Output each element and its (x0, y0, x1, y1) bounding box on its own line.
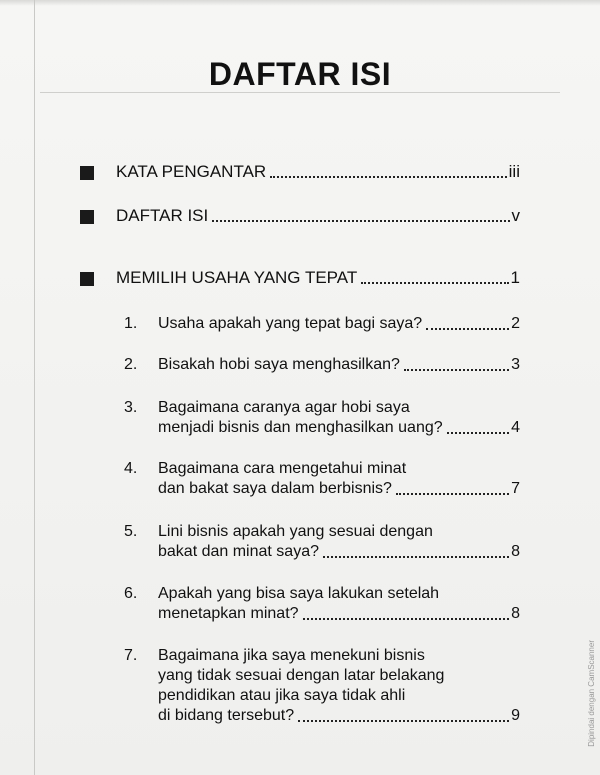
question-text-line: Bagaimana caranya agar hobi saya (158, 399, 410, 416)
toc-question-5 (124, 522, 520, 562)
leader-dots (396, 493, 509, 495)
square-bullet-icon (80, 210, 94, 224)
question-text-line: Bisakah hobi saya menghasilkan? (158, 356, 400, 373)
question-text-line: dan bakat saya dalam berbisnis? (158, 480, 392, 497)
square-bullet-icon (80, 272, 94, 286)
question-number: 1. (124, 315, 138, 332)
toc-page-number: 8 (511, 543, 520, 560)
toc-question-3 (124, 398, 520, 438)
leader-dots (303, 618, 510, 620)
toc-question-1 (124, 314, 520, 334)
leader-dots (404, 369, 509, 371)
question-text-line: Bagaimana jika saya menekuni bisnis (158, 647, 425, 664)
leader-dots (323, 556, 509, 558)
question-text-line: Lini bisnis apakah yang sesuai dengan (158, 523, 433, 540)
toc-page-number: v (511, 206, 520, 225)
leader-dots (270, 176, 506, 178)
toc-entry-text: KATA PENGANTAR (116, 162, 267, 181)
toc-page-number: 8 (511, 605, 520, 622)
toc-entry-text: DAFTAR ISI (116, 206, 209, 225)
question-number: 4. (124, 460, 138, 477)
toc-page-number: 7 (511, 480, 520, 497)
toc-page-number: 3 (511, 356, 520, 373)
leader-dots (361, 282, 508, 284)
toc-question-4 (124, 459, 520, 499)
question-text-line: pendidikan atau jika saya tidak ahli (158, 687, 406, 704)
question-number: 3. (124, 399, 138, 416)
leader-dots (212, 220, 509, 222)
leader-dots (447, 432, 509, 434)
square-bullet-icon (80, 166, 94, 180)
toc-page-number: 4 (511, 419, 520, 436)
question-number: 6. (124, 585, 138, 602)
page-top-edge (0, 0, 600, 6)
question-text-line: di bidang tersebut? (158, 707, 295, 724)
page-margin-line (34, 0, 35, 775)
toc-entry-daftar-isi (80, 206, 520, 226)
scanner-watermark: Dipindai dengan CamScanner (587, 640, 596, 747)
leader-dots (426, 328, 509, 330)
question-text-line: Bagaimana cara mengetahui minat (158, 460, 407, 477)
toc-entry-memilih-usaha (80, 268, 520, 288)
question-text-line: yang tidak sesuai dengan latar belakang (158, 667, 445, 684)
question-text-line: menjadi bisnis dan menghasilkan uang? (158, 419, 443, 436)
toc-page-number: 1 (510, 268, 520, 287)
toc-entry-text: MEMILIH USAHA YANG TEPAT (116, 268, 358, 287)
toc-page-number: 9 (511, 707, 520, 724)
question-text-line: menetapkan minat? (158, 605, 299, 622)
toc-question-7 (124, 646, 520, 726)
toc-page-number: 2 (511, 315, 520, 332)
question-text-line: Apakah yang bisa saya lakukan setelah (158, 585, 440, 602)
page-title: DAFTAR ISI (208, 56, 392, 92)
question-number: 5. (124, 523, 138, 540)
toc-page-number: iii (508, 162, 520, 181)
question-text-line: Usaha apakah yang tepat bagi saya? (158, 315, 423, 332)
question-number: 2. (124, 356, 138, 373)
toc-question-6 (124, 584, 520, 624)
toc-question-2 (124, 355, 520, 375)
question-text-line: bakat dan minat saya? (158, 543, 319, 560)
toc-entry-kata-pengantar (80, 162, 520, 182)
leader-dots (298, 720, 509, 722)
question-number: 7. (124, 647, 138, 664)
